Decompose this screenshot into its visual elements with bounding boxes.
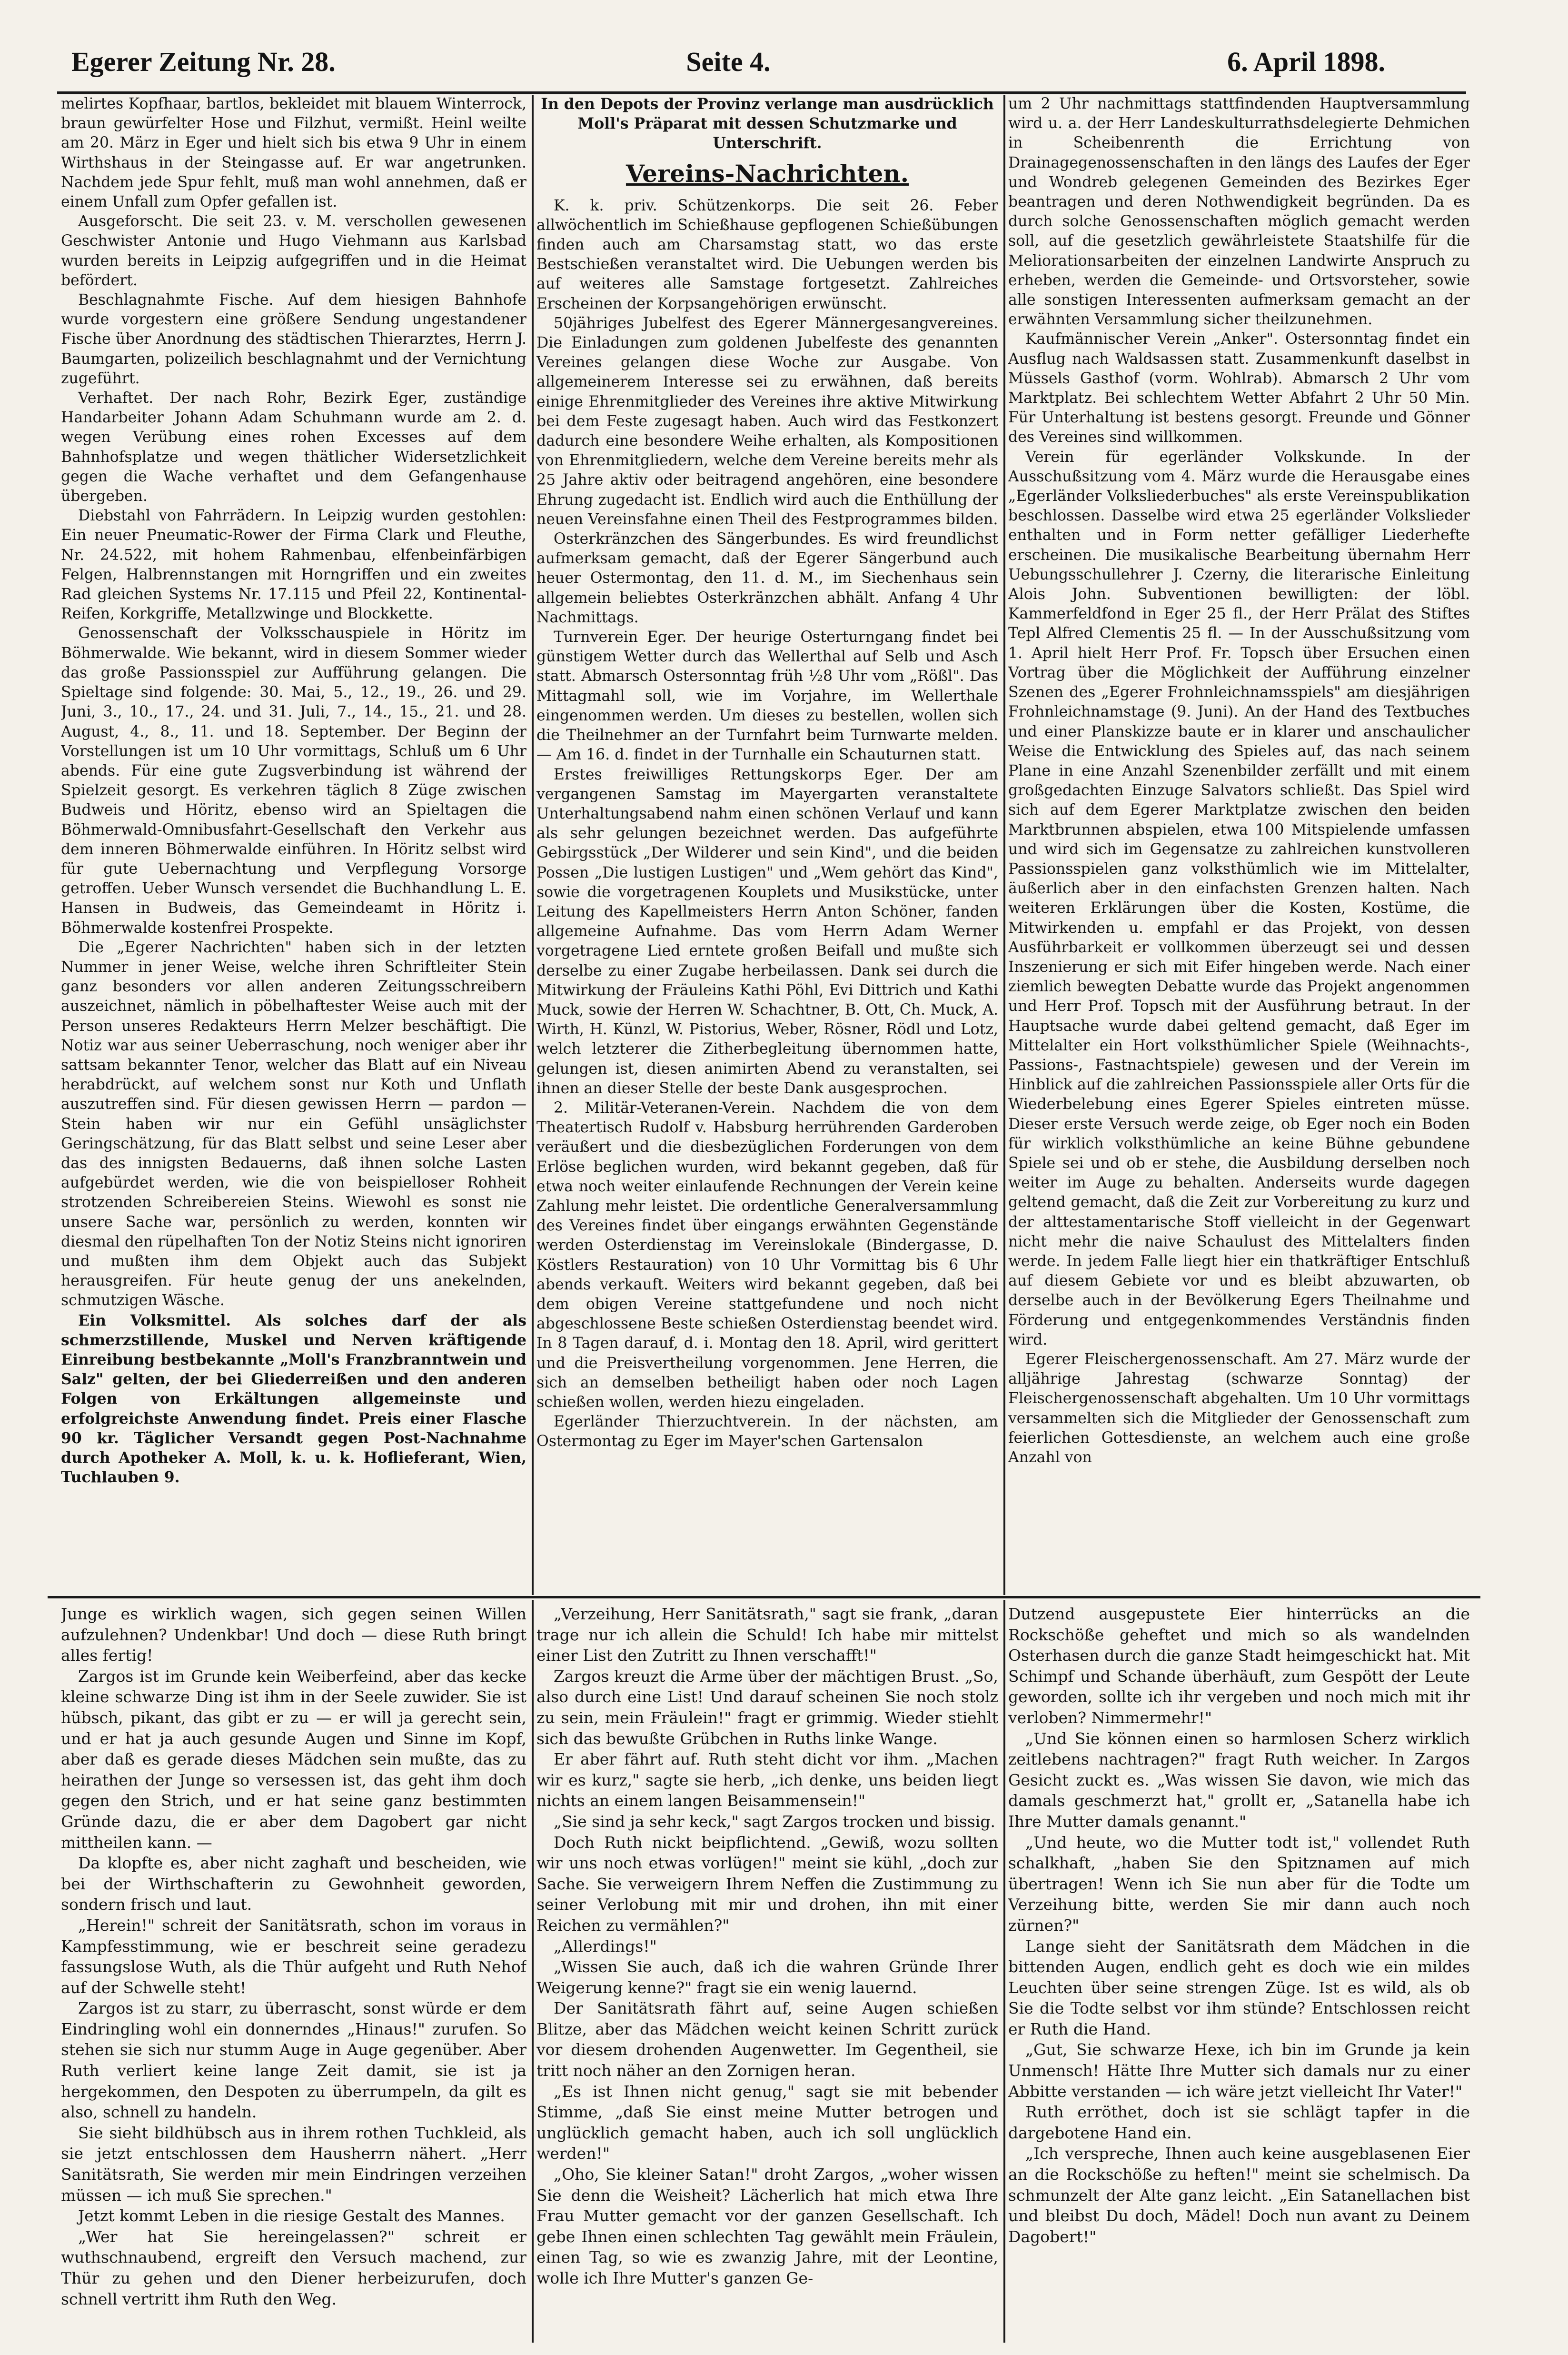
story-paragraph: „Verzeihung, Herr Sanitätsrath," sagt sie frank, „daran trage nur ich allein die Schuld! Ich habe mir mittelst einer List den Zutritt zu Ihnen verschafft!"	[536, 1605, 998, 1665]
club-item: Egerer Fleischergenossenschaft. Am 27. März wurde der alljährige Jahrestag (schwarze Sonntag) der Fleischergenossenschaft abgehalten. Um 10 Uhr vormittags versammelten sich die Mitglieder der Genossenschaft zum feierlichen Gottesdienste, an welchem auch eine große Anzahl von	[1008, 1351, 1470, 1467]
story-paragraph: Dutzend ausgepustete Eier hinterrücks an die Rockschöße geheftet und mich so als wandelnden Osterhasen durch die ganze Stadt heimgeschickt hat. Mit Schimpf und Schande überhäuft, zum Gespött der Leute geworden, sollte ich ihr vergeben und noch mich mit ihr verloben? Nimmermehr!"	[1008, 1605, 1470, 1727]
issue-date: 6. April 1898.	[1227, 46, 1385, 77]
story-paragraph: „Gut, Sie schwarze Hexe, ich bin im Grunde ja kein Unmensch! Hätte Ihre Mutter sich damals nur zu einer Abbitte verstanden — ich wäre jetzt vielleicht Ihr Vater!"	[1008, 2040, 1470, 2101]
story-paragraph: Junge es wirklich wagen, sich gegen seinen Willen aufzulehnen? Undenkbar! Und doch — diese Ruth bringt alles fertig!	[61, 1605, 526, 1665]
news-item: Diebstahl von Fahrrädern. In Leipzig wurden gestohlen: Ein neuer Pneumatic-Rower der Firma Clark und Fleuthe, Nr. 24.522, mit hohem Rahmenbau, elfenbeinfärbigen Felgen, Halbrennstangen mit Horngriffen und ein zweites Rad gleichen Systems Nr. 17.115 und Pfeil 22, Kontinental-Reifen, Korkgriffe, Metallzwinge und Blockkette.	[61, 507, 526, 623]
story-paragraph: Ruth erröthet, doch ist sie schlägt tapfer in die dargebotene Hand ein.	[1008, 2103, 1470, 2142]
story-paragraph: „Allerdings!"	[554, 1936, 657, 1956]
newspaper-title: Egerer Zeitung Nr. 28.	[71, 46, 336, 77]
story-paragraph: Zargos ist zu starr, zu überrascht, sonst würde er dem Eindringling wohl ein donnerndes „Hinaus!" zurufen. So stehen sie sich nur stumm Auge in Auge gegenüber. Aber Ruth verliert keine lange Zeit damit, sie ist ja hergekommen, den Despoten zu überrumpeln, da gilt es also, schnell zu handeln.	[61, 1999, 526, 2122]
page-number: Seite 4.	[686, 46, 771, 77]
story-paragraph: Zargos ist im Grunde kein Weiberfeind, aber das kecke kleine schwarze Ding ist ihm in der Seele zuwider. Sie ist hübsch, pikant, das gibt er zu — er will ja gerecht sein, und er hat ja auch gesunde Augen und Sinne im Kopf, aber daß es gerade dieses Mädchen sein mußte, das zu heirathen der Junge so versessen ist, das geht ihm doch gegen den Strich, und er hat seine ganz bestimmten Gründe dazu, die er aber dem Dagobert gar nicht mittheilen kann. —	[61, 1666, 526, 1852]
advertisement-note: In den Depots der Provinz verlange man ausdrücklich Moll's Präparat mit dessen Schutzmarke und Unterschrift.	[541, 95, 994, 152]
club-item: Verein für egerländer Volkskunde. In der Ausschußsitzung vom 4. März wurde die Herausgabe eines „Egerländer Volksliederbuches" als erste Vereinspublikation beschlossen. Dasselbe wird etwa 25 egerländer Volkslieder enthalten und in Form netter gefälliger Liederhefte erscheinen. Die musikalische Bearbeitung übernahm Herr Uebungsschullehrer J. Czerny, die literarische Einleitung Alois John. Subventionen bewilligten: der löbl. Kammerfeldfond in Eger 25 fl., der Herr Prälat des Stiftes Tepl Alfred Clementis 25 fl. — In der Ausschußsitzung vom 1. April hielt Herr Prof. Fr. Topsch über Ersuchen einen Vortrag über die Möglichkeit der Aufführung einzelner Szenen des „Egerer Frohnleichnamsspiels" am diesjährigen Frohnleichnamstage (9. Juni). An der Hand des Textbuches und einer Planskizze baute er in klarer und anschaulicher Weise die Entwicklung des Spieles auf, das nach seinem Plane in eine Anzahl Szenenbilder zerfällt und mit einem großgedachten Einzuge Salvators schließt. Das Spiel wird sich auf dem Egerer Marktplatze zwischen den beiden Marktbrunnen abspielen, etwa 100 Mitspielende umfassen und wird sich im Gegensatze zu zahlreichen kunstvolleren Passionsspielen ganz volksthümlich wie im Mittelalter, äußerlich aber in den einfachsten Grenzen halten. Nach weiteren Erklärungen über die Kosten, Kostüme, die Mitwirkenden u. empfahl er das Projekt, von dessen Ausführbarkeit er vollkommen überzeugt sei und dessen Inszenierung er sich mit Eifer hingeben werde. Nach einer ziemlich bewegten Debatte wurde das Projekt angenommen und Herr Prof. Topsch mit der Ausführung betraut. In der Hauptsache wurde dabei geltend gemacht, daß Eger im Mittelalter ein Hort volksthümlicher Spiele (Weihnachts-, Passions-, Fastnachtspiele) gewesen und der Verein im Hinblick auf die zahlreichen Passionsspiele aller Orts für die Wiederbelebung eines Egerer Spieles eintreten müsse. Dieser erste Versuch werde zeige, ob Eger noch ein Boden für wirklich volksthümliche an keine Bühne gebundene Spiele sei und ob er stehe, die Ausbildung derselben noch weiter im Auge zu behalten. Anderseits wurde dagegen geltend gemacht, daß die Zeit zur Vorbereitung zu kurz und der alttestamentarische Stoff vielleicht in der Gegenwart nicht mehr die naive Schaulust des Mittelalters finden werde. In jedem Falle liegt hier ein thatkräftiger Entschluß auf diesem Gebiete vor und es bleibt abzuwarten, ob derselbe auch in der Bevölkerung Egers Theilnahme und Förderung und entgegenkommendes Verständnis finden wird.	[1008, 448, 1470, 1348]
story-paragraph: „Es ist Ihnen nicht genug," sagt sie mit bebender Stimme, „daß Sie einst meine Mutter betrogen und unglücklich gemacht haben, auch ich soll unglücklich werden!"	[536, 2082, 998, 2163]
news-item: Die „Egerer Nachrichten" haben sich in der letzten Nummer in jener Weise, welche ihren Schriftleiter Stein ganz besonders vor allen anderen Zeitungsschreibern auszeichnet, nämlich in pöbelhaftester Weise auch mit der Person unseres Redakteurs Herrn Melzer beschäftigt. Die Notiz war aus seiner Ueberraschung, noch weniger aber ihr sattsam bekannter Tenor, welcher das Blatt auf ein Niveau herabdrückt, auf welchem sonst nur Koth und Unflath auszutreffen sind. Für diesen gewissen Herrn — pardon — Stein haben wir nur ein Gefühl unsäglichster Geringschätzung, für das Blatt selbst und seine Leser aber das des innigsten Bedauerns, daß ihnen solche Lasten aufgebürdet werden, wie die von beispielloser Rohheit strotzenden Schreibereien Steins. Wiewohl es sonst nie unsere Sache war, persönlich zu werden, konnten wir diesmal den rüpelhaften Ton der Notiz Steins nicht ignoriren und mußten ihm dem Objekt auch das Subjekt herausgreifen. Für heute genug der uns anekelnden, schmutzigen Wäsche.	[61, 938, 526, 1309]
column-divider	[1003, 95, 1005, 1595]
club-item: Erstes freiwilliges Rettungskorps Eger. Der am vergangenen Samstag im Mayergarten veranstaltete Unterhaltungsabend nahm einen schönen Verlauf und kann als sehr gelungen bezeichnet werden. Das aufgeführte Gebirgsstück „Der Wilderer und sein Kind", und die beiden Possen „Die lustigen Lustigen" und „Wem gehört das Kind", sowie die vorgetragenen Kouplets und Musikstücke, unter Leitung des Kapellmeisters Herrn Anton Schöner, fanden allgemeine Aufnahme. Das vom Herrn Adam Werner vorgetragene Lied erntete großen Beifall und mußte sich derselbe zu einer Zugabe herbeilassen. Dank sei durch die Mitwirkung der Fräuleins Kathi Pöhl, Evi Dittrich und Kathi Muck, sowie der Herren W. Schachtner, B. Ott, Ch. Muck, A. Wirth, H. Künzl, W. Pistorius, Weber, Rösner, Rödl und Lotz, welch letzterer die Zitherbegleitung übernommen hatte, gelungen ist, diesen animirten Abend zu veranstalten, sei ihnen an dieser Stelle der beste Dank ausgesprochen.	[536, 766, 998, 1097]
story-paragraph: „Ich verspreche, Ihnen auch keine ausgeblasenen Eier an die Rockschöße zu heften!" meint sie schelmisch. Da schmunzelt der Alte ganz leicht. „Ein Satanellachen bist und bleibst Du doch, Mädel! Doch nun avant zu Deinem Dagobert!"	[1008, 2144, 1470, 2246]
column-2	[536, 94, 998, 1595]
news-item: Genossenschaft der Volksschauspiele in Höritz im Böhmerwalde. Wie bekannt, wird in diesem Sommer wieder das große Passionsspiel zur Aufführung gelangen. Die Spieltage sind folgende: 30. Mai, 5., 12., 19., 26. und 29. Juni, 3., 10., 17., 24. und 31. Juli, 7., 14., 15., 21. und 28. August, 4., 8., 11. und 18. September. Der Beginn der Vorstellungen ist um 10 Uhr vormittags, Schluß um 6 Uhr abends. Für eine gute Zugsverbindung ist während der Spielzeit gesorgt. Es verkehren täglich 8 Züge zwischen Budweis und Höritz, ebenso wird an Spieltagen die Böhmerwald-Omnibusfahrt-Gesellschaft den Verkehr aus dem inneren Böhmerwalde einführen. In Höritz selbst wird für gute Uebernachtung und Verpflegung Vorsorge getroffen. Ueber Wunsch versendet die Buchhandlung L. E. Hansen in Budweis, das Gemeindeamt in Höritz i. Böhmerwalde kostenfrei Prospekte.	[61, 625, 526, 937]
club-item: Turnverein Eger. Der heurige Osterturngang findet bei günstigem Wetter durch das Wellerthal auf Selb und Asch statt. Abmarsch Ostersonntag früh ½8 Uhr vom „Rößl". Das Mittagmahl soll, wie im Vorjahre, im Wellerthale eingenommen werden. Um dieses zu bestellen, wollen sich die Theilnehmer an der Turnfahrt beim Turnwarte melden. — Am 16. d. findet in der Turnhalle ein Schauturnen statt.	[536, 629, 998, 764]
story-paragraph: „Und heute, wo die Mutter todt ist," vollendet Ruth schalkhaft, „haben Sie den Spitznamen auf mich übertragen! Wenn ich Sie nun aber für die Todte um Verzeihung bitte, werden Sie mir dann auch noch zürnen?"	[1008, 1833, 1470, 1935]
column-3	[1008, 94, 1470, 1595]
column-1	[61, 94, 526, 1595]
club-item: K. k. priv. Schützenkorps. Die seit 26. Feber allwöchentlich im Schießhause gepflogenen Schießübungen finden auch am Charsamstag statt, wo das erste Bestschießen veranstaltet wird. Die Uebungen werden bis auf weiteres alle Samstage fortgesetzt. Zahlreiches Erscheinen der Korpsangehörigen erwünscht.	[536, 197, 998, 312]
story-paragraph: Doch Ruth nickt beipflichtend. „Gewiß, wozu sollten wir uns noch etwas vorlügen!" meint sie kühl, „doch zur Sache. Sie verweigern Ihrem Neffen die Zustimmung zu seiner Verlobung mit mir und drohen, ihn mit einer Reichen zu vermählen?"	[536, 1833, 998, 1935]
story-paragraph: „Oho, Sie kleiner Satan!" droht Zargos, „woher wissen Sie denn die Weisheit? Lächerlich hat mich etwa Ihre Frau Mutter gemacht vor der ganzen Gesellschaft. Ich gebe Ihnen einen schlechten Tag gewählt mein Fräulein, einen Tag, so wie es zwanzig Jahre, mit der Leontine, wolle ich Ihre Mutter's ganzen Ge-	[536, 2165, 998, 2287]
story-paragraph: „Herein!" schreit der Sanitätsrath, schon im voraus in Kampfesstimmung, wie er beschreit seine geradezu fassungslose Wuth, als die Thür aufgeht und Ruth Nehof auf der Schwelle steht!	[61, 1916, 526, 1997]
advertisement-moll: Ein Volksmittel. Als solches darf der als schmerzstillende, Muskel und Nerven kräftigende Einreibung bestbekannte „Moll's Franzbranntwein und Salz" gelten, der bei Gliederreißen und den anderen Folgen von Erkältungen allgemeinste und erfolgreichste Anwendung findet. Preis einer Flasche 90 kr. Täglicher Versandt gegen Post-Nachnahme durch Apotheker A. Moll, k. u. k. Hoflieferant, Wien, Tuchlauben 9.	[61, 1311, 526, 1487]
story-paragraph: „Wissen Sie auch, daß ich die wahren Gründe Ihrer Weigerung kenne?" fragt sie ein wenig lauernd.	[536, 1957, 998, 1997]
story-paragraph: Lange sieht der Sanitätsrath dem Mädchen in die bittenden Augen, endlich geht es doch wie ein mildes Leuchten über seine strengen Züge. Ist es wild, als ob Sie die Todte selbst vor ihm stünde? Entschlossen reicht er Ruth die Hand.	[1008, 1936, 1470, 2038]
story-paragraph: „Sie sind ja sehr keck," sagt Zargos trocken und bissig.	[554, 1812, 995, 1831]
story-paragraph: Sie sieht bildhübsch aus in ihrem rothen Tuchkleid, als sie jetzt entschlossen dem Hausherrn nähert. „Herr Sanitätsrath, Sie werden mir mein Eindringen verzeihen müssen — ich muß Sie sprechen."	[61, 2123, 526, 2205]
feuilleton-column-2	[536, 1604, 998, 2346]
page-header	[71, 37, 1385, 90]
column-divider	[1003, 1600, 1005, 2343]
club-item: Osterkränzchen des Sängerbundes. Es wird freundlichst aufmerksam gemacht, daß der Egerer Sängerbund auch heuer Ostermontag, den 11. d. M., im Siechenhaus sein allgemein beliebtes Osterkränzchen abhält. Anfang 4 Uhr Nachmittags.	[536, 530, 998, 626]
feuilleton-column-3	[1008, 1604, 1470, 2346]
story-paragraph: „Wer hat Sie hereingelassen?" schreit er wuthschnaubend, ergreift den Versuch machend, zur Thür zu gehen und den Diener herbeizurufen, doch schnell vertritt ihm Ruth den Weg.	[61, 2227, 526, 2308]
club-item: Egerländer Thierzuchtverein. In der nächsten, am Ostermontag zu Eger im Mayer'schen Gartensalon	[536, 1413, 998, 1450]
section-title: Vereins-Nachrichten.	[625, 159, 909, 188]
news-item: melirtes Kopfhaar, bartlos, bekleidet mit blauem Winterrock, braun gewürfelter Hose und Filzhut, vermißt. Heinl weilte am 20. März in Eger und hielt sich bis etwa 9 Uhr in einem Wirthshaus in der Steingasse auf. Er war angetrunken. Nachdem jede Spur fehlt, muß man wohl annehmen, daß er einem Unfall zum Opfer gefallen ist.	[61, 95, 526, 211]
story-paragraph: Da klopfte es, aber nicht zaghaft und bescheiden, wie bei der Wirthschafterin zu Gewohnheit geworden, sondern frisch und laut.	[61, 1854, 526, 1914]
feuilleton-rule	[48, 1596, 1480, 1598]
news-item: Ausgeforscht. Die seit 23. v. M. verschollen gewesenen Geschwister Antonie und Hugo Viehmann aus Karlsbad wurden bereits in Leipzig aufgegriffen und in die Heimat befördert.	[61, 213, 526, 289]
news-item: Beschlagnahmte Fische. Auf dem hiesigen Bahnhofe wurde vorgestern eine größere Sendung ungestandener Fische über Anordnung des städtischen Thierarztes, Herrn J. Baumgarten, polizeilich beschlagnahmt und der Vernichtung zugeführt.	[61, 291, 526, 387]
story-paragraph: „Und Sie können einen so harmlosen Scherz wirklich zeitlebens nachtragen?" fragt Ruth weicher. In Zargos Gesicht zuckt es. „Was wissen Sie davon, wie mich das damals geschmerzt hat," grollt er, „Satanella habe ich Ihre Mutter damals genannt."	[1008, 1729, 1470, 1831]
story-paragraph: Zargos kreuzt die Arme über der mächtigen Brust. „So, also durch eine List! Und darauf scheinen Sie noch stolz zu sein, mein Fräulein!" fragt er grimmig. Wieder stiehlt sich das bewußte Grübchen in Ruths linke Wange.	[536, 1666, 998, 1748]
story-paragraph: Jetzt kommt Leben in die riesige Gestalt des Mannes.	[78, 2206, 505, 2225]
club-item: 2. Militär-Veteranen-Verein. Nachdem die von dem Theatertisch Rudolf v. Habsburg herrührenden Garderoben veräußert und die diesbezüglichen Forderungen von dem Erlöse beglichen wurden, wird bekannt gegeben, daß für etwa noch weiter einlaufende Rechnungen der Verein keine Zahlung mehr leistet. Die ordentliche Generalversammlung des Vereines findet über eingangs erwähnten Gegenstände werden Osterdienstag im Vereinslokale (Bindergasse, D. Köstlers Restauration) von 10 Uhr Vormittag bis 6 Uhr abends verkauft. Weiters wird bekannt gegeben, daß bei dem obigen Vereine stattgefundene und noch nicht abgeschlossene Beste schießen Osterdienstag beendet wird. In 8 Tagen darauf, d. i. Montag den 18. April, wird gerittert und die Preisvertheilung vorgenommen. Jene Herren, die sich an demselben betheiligt haben oder noch Lagen schießen wollen, werden hiezu eingeladen.	[536, 1099, 998, 1411]
club-item: 50jähriges Jubelfest des Egerer Männergesangvereines. Die Einladungen zum goldenen Jubelfeste des genannten Vereines gelangen diese Woche zur Ausgabe. Von allgemeinerem Interesse sei zu erwähnen, daß bereits einige Ehrenmitglieder des Vereines ihre aktive Mitwirkung bei dem Feste zugesagt haben. Auch wird das Festkonzert dadurch eine besondere Weihe erhalten, als Kompositionen von Ehrenmitgliedern, welche dem Vereine bereits mehr als 25 Jahre aktiv oder beitragend angehören, eine besondere Ehrung zugedacht ist. Endlich wird auch die Enthüllung der neuen Vereinsfahne einen Theil des Festprogrammes bilden.	[536, 314, 998, 528]
news-item: Verhaftet. Der nach Rohr, Bezirk Eger, zuständige Handarbeiter Johann Adam Schuhmann wurde am 2. d. wegen Verübung eines rohen Excesses auf dem Bahnhofsplatze und wegen thätlicher Widersetzlichkeit gegen die Wache verhaftet und dem Gefangenhause übergeben.	[61, 389, 526, 505]
story-paragraph: Der Sanitätsrath fährt auf, seine Augen schießen Blitze, aber das Mädchen weicht keinen Schritt zurück vor diesem drohenden Augenwetter. Im Gegentheil, sie tritt noch näher an den Zornigen heran.	[536, 1999, 998, 2080]
column-divider	[532, 95, 534, 1595]
feuilleton-column-1	[61, 1604, 526, 2346]
club-item: Kaufmännischer Verein „Anker". Ostersonntag findet ein Ausflug nach Waldsassen statt. Zusammenkunft daselbst in Müssels Gasthof (vorm. Wohlrab). Abmarsch 2 Uhr vom Marktplatz. Bei schlechtem Wetter Abfahrt 2 Uhr 50 Min. Für Unterhaltung ist bestens gesorgt. Freunde und Gönner des Vereines sind willkommen.	[1008, 330, 1470, 446]
story-paragraph: Er aber fährt auf. Ruth steht dicht vor ihm. „Machen wir es kurz," sagte sie herb, „ich denke, uns beiden liegt nichts an einem langen Beisammensein!"	[536, 1750, 998, 1810]
column-divider	[532, 1600, 534, 2343]
club-item: um 2 Uhr nachmittags stattfindenden Hauptversammlung wird u. a. der Herr Landeskulturrathsdelegierte Dehmichen in Scheibenrenth die Errichtung von Drainagegenossenschaften in den längs des Laufes der Eger und Wondreb gelegenen Gemeinden des Bezirkes Eger beantragen und deren Nothwendigkeit begründen. Da es durch solche Genossenschaften möglich gemacht werden soll, auf die gesetzlich gewährleistete Staatshilfe für die Meliorationsarbeiten der einzelnen Landwirte Anspruch zu erheben, werden die Gemeinde- und Ortsvorsteher, sowie alle sonstigen Interessenten aufmerksam gemacht an der erwähnten Versammlung sicher theilzunehmen.	[1008, 95, 1470, 329]
